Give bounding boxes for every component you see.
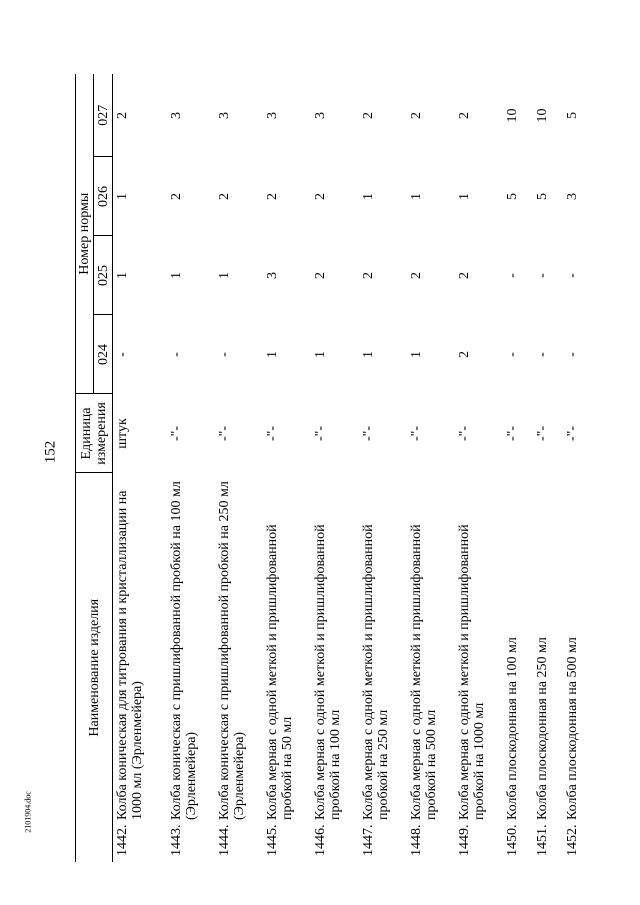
item-name: Колба мерная с одной меткой и пришлифованной пробкой на 500 мл xyxy=(408,524,439,820)
unit-cell: -"- xyxy=(504,425,520,442)
header-norm-027: 027 xyxy=(94,74,113,157)
table-row xyxy=(263,74,311,862)
header-norm-024: 024 xyxy=(94,315,113,394)
norm-025-value: 3 xyxy=(264,272,280,279)
page-number: 152 xyxy=(42,440,59,464)
table-row xyxy=(503,74,533,862)
norm-025-value: 2 xyxy=(456,272,472,279)
unit-cell: -"- xyxy=(264,425,280,442)
header-norm-group: Номер нормы xyxy=(76,74,94,394)
norm-027-value: 3 xyxy=(264,111,280,119)
norm-025-value: 2 xyxy=(312,272,328,279)
row-number: 1442. xyxy=(115,824,130,856)
row-number: 1451. xyxy=(534,824,550,856)
norm-026-value: 5 xyxy=(504,193,520,200)
norm-024-value: - xyxy=(534,352,550,357)
norm-024-value: 2 xyxy=(456,351,472,358)
norm-025-value: 2 xyxy=(360,272,376,279)
row-number: 1449. xyxy=(456,824,472,856)
unit-cell: -"- xyxy=(408,425,424,442)
norm-026-value: 2 xyxy=(264,193,280,200)
item-name: Колба мерная с одной меткой и пришлифованной пробкой на 100 мл xyxy=(312,524,343,820)
norm-027-value: 2 xyxy=(115,111,130,119)
norm-025-value: 1 xyxy=(216,272,232,279)
item-name: Колба коническая для титрования и кристаллизации на 1000 мл (Эрленмейера) xyxy=(115,490,145,820)
norm-024-value: 1 xyxy=(264,351,280,358)
row-number: 1443. xyxy=(168,824,184,856)
header-norm-026: 026 xyxy=(94,157,113,236)
norm-027-value: 3 xyxy=(216,111,232,119)
item-name: Колба коническая с пришлифованной пробкой на 250 мл (Эрленмейера) xyxy=(216,481,247,820)
norm-025-value: 1 xyxy=(115,272,130,279)
row-number: 1444. xyxy=(216,824,232,856)
norm-027-value: 3 xyxy=(168,111,184,119)
row-number: 1450. xyxy=(504,824,520,856)
item-name: Колба плоскодонная на 250 мл xyxy=(534,637,550,820)
norm-026-value: 2 xyxy=(168,193,184,200)
norm-027-value: 10 xyxy=(504,108,520,123)
norm-026-value: 1 xyxy=(360,193,376,200)
row-number: 1447. xyxy=(360,824,376,856)
item-name: Колба плоскодонная на 100 мл xyxy=(504,637,520,820)
norm-025-value: 2 xyxy=(408,272,424,279)
document-footer-code: 2101904.doc xyxy=(23,791,33,833)
table-row xyxy=(533,74,563,862)
norm-027-value: 3 xyxy=(312,111,328,119)
item-name: Колба мерная с одной меткой и пришлифованной пробкой на 50 мл xyxy=(264,524,295,820)
norm-026-value: 2 xyxy=(216,193,232,200)
norm-027-value: 2 xyxy=(408,111,424,119)
norm-027-value: 10 xyxy=(534,108,550,123)
norm-024-value: 1 xyxy=(408,351,424,358)
table-row xyxy=(359,74,407,862)
unit-cell: -"- xyxy=(456,425,472,442)
norm-026-value: 3 xyxy=(564,193,580,200)
item-name: Колба плоскодонная на 500 мл xyxy=(564,637,580,820)
norm-026-value: 1 xyxy=(115,193,130,200)
row-number: 1448. xyxy=(408,824,424,856)
unit-cell: -"- xyxy=(168,425,184,442)
norm-025-value: 1 xyxy=(168,272,184,279)
unit-cell: -"- xyxy=(312,425,328,442)
header-name: Наименование изделия xyxy=(76,473,113,862)
header-unit: Единица измерения xyxy=(76,394,113,473)
row-number: 1445. xyxy=(264,824,280,856)
unit-cell: -"- xyxy=(534,425,550,442)
table-row xyxy=(407,74,455,862)
norm-026-value: 1 xyxy=(456,193,472,200)
rotated-table-container xyxy=(75,74,600,862)
norms-table xyxy=(75,74,593,862)
norm-024-value: - xyxy=(216,352,232,357)
row-number: 1446. xyxy=(312,824,328,856)
norm-027-value: 2 xyxy=(456,111,472,119)
norm-026-value: 5 xyxy=(534,193,550,200)
row-number: 1452. xyxy=(564,824,580,856)
table-row xyxy=(563,74,593,862)
table-row xyxy=(311,74,359,862)
unit-cell: -"- xyxy=(564,425,580,442)
norm-026-value: 1 xyxy=(408,193,424,200)
table-row xyxy=(167,74,215,862)
norm-024-value: 1 xyxy=(312,351,328,358)
norm-026-value: 2 xyxy=(312,193,328,200)
norm-025-value: - xyxy=(504,273,520,278)
item-name: Колба мерная с одной меткой и пришлифованной пробкой на 1000 мл xyxy=(456,524,487,820)
unit-cell: -"- xyxy=(360,425,376,442)
table-row xyxy=(113,74,167,862)
header-norm-025: 025 xyxy=(94,236,113,315)
norm-024-value: - xyxy=(168,352,184,357)
norm-025-value: - xyxy=(564,273,580,278)
norm-027-value: 5 xyxy=(564,111,580,119)
norm-024-value: - xyxy=(504,352,520,357)
norm-024-value: - xyxy=(564,352,580,357)
unit-cell: -"- xyxy=(216,425,232,442)
table-body xyxy=(113,74,593,862)
item-name: Колба мерная с одной меткой и пришлифованной пробкой на 250 мл xyxy=(360,524,391,820)
norm-025-value: - xyxy=(534,273,550,278)
item-name: Колба коническая с пришлифованной пробкой на 100 мл (Эрленмейера) xyxy=(168,481,199,820)
unit-cell: штук xyxy=(115,418,130,449)
table-row xyxy=(455,74,503,862)
norm-027-value: 2 xyxy=(360,111,376,119)
table-row xyxy=(215,74,263,862)
norm-024-value: - xyxy=(115,352,130,357)
norm-024-value: 1 xyxy=(360,351,376,358)
